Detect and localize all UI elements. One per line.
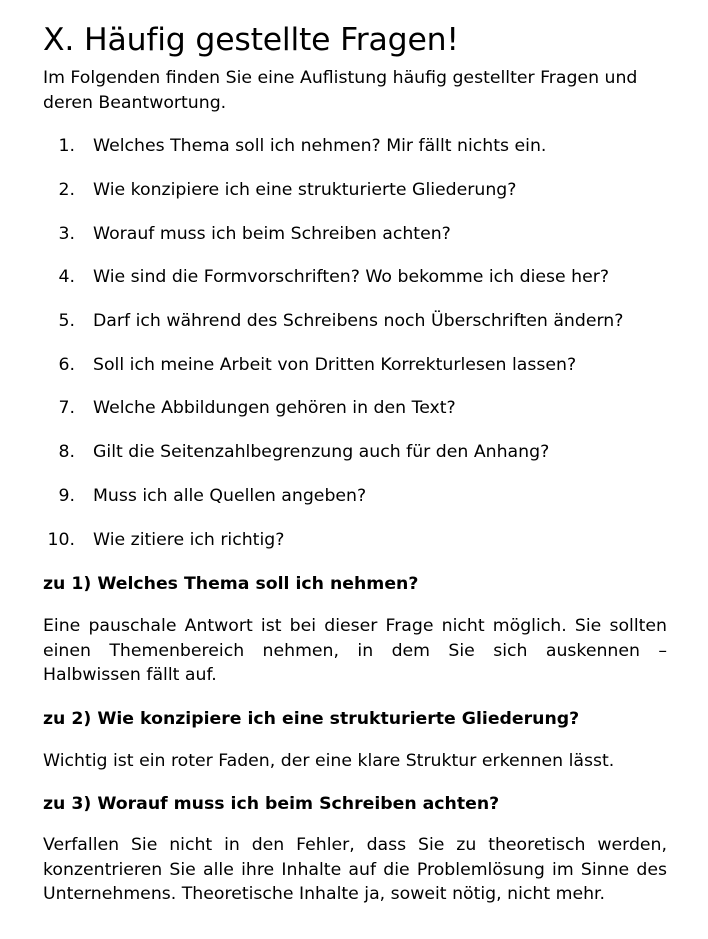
answer-heading-2: zu 2) Wie konzipiere ich eine strukturierte Gliederung?	[43, 709, 580, 729]
answer-paragraph-3: Verfallen Sie nicht in den Fehler, dass Sie zu theoretisch werden, konzentrieren Sie alle ihre Inhalte auf die Problemlösung im Sinne des Unternehmens. Theoretische Inhalte ja, soweit nötig, nicht mehr.	[43, 835, 667, 904]
question-number: 2.	[58, 180, 75, 200]
answer-heading-1: zu 1) Welches Thema soll ich nehmen?	[43, 574, 419, 594]
question-text: Darf ich während des Schreibens noch Überschriften ändern?	[93, 311, 624, 331]
question-text: Wie konzipiere ich eine strukturierte Gliederung?	[93, 180, 517, 200]
question-text: Soll ich meine Arbeit von Dritten Korrekturlesen lassen?	[93, 355, 577, 375]
question-text: Worauf muss ich beim Schreiben achten?	[93, 224, 451, 244]
question-item-6	[0, 352, 708, 378]
answer-heading-3: zu 3) Worauf muss ich beim Schreiben achten?	[43, 794, 500, 814]
question-number: 1.	[58, 136, 75, 156]
question-item-7	[0, 395, 708, 421]
answer-paragraph-1: Eine pauschale Antwort ist bei dieser Frage nicht möglich. Sie sollten einen Themenbereich nehmen, in dem Sie sich auskennen – Halbwissen fällt auf.	[43, 616, 667, 685]
question-item-8	[0, 439, 708, 465]
question-text: Wie zitiere ich richtig?	[93, 530, 285, 550]
answer-paragraph-2: Wichtig ist ein roter Faden, der eine klare Struktur erkennen lässt.	[43, 751, 615, 771]
question-number: 4.	[58, 267, 75, 287]
question-item-2	[0, 177, 708, 203]
question-number: 8.	[58, 442, 75, 462]
intro-paragraph: Im Folgenden finden Sie eine Auflistung häufig gestellter Fragen und deren Beantwortung.	[43, 68, 638, 113]
question-text: Welches Thema soll ich nehmen? Mir fällt nichts ein.	[93, 136, 547, 156]
question-text: Wie sind die Formvorschriften? Wo bekomme ich diese her?	[93, 267, 609, 287]
question-item-1	[0, 133, 708, 159]
page-title: X. Häufig gestellte Fragen!	[43, 22, 459, 58]
question-text: Gilt die Seitenzahlbegrenzung auch für den Anhang?	[93, 442, 550, 462]
question-text: Muss ich alle Quellen angeben?	[93, 486, 367, 506]
question-item-4	[0, 264, 708, 290]
question-number: 7.	[58, 398, 75, 418]
question-number: 6.	[58, 355, 75, 375]
question-number: 5.	[58, 311, 75, 331]
question-text: Welche Abbildungen gehören in den Text?	[93, 398, 456, 418]
question-number: 3.	[58, 224, 75, 244]
question-item-3	[0, 221, 708, 247]
question-item-9	[0, 483, 708, 509]
question-item-10	[0, 527, 708, 553]
question-number: 9.	[58, 486, 75, 506]
question-number: 10.	[47, 530, 75, 550]
question-item-5	[0, 308, 708, 334]
